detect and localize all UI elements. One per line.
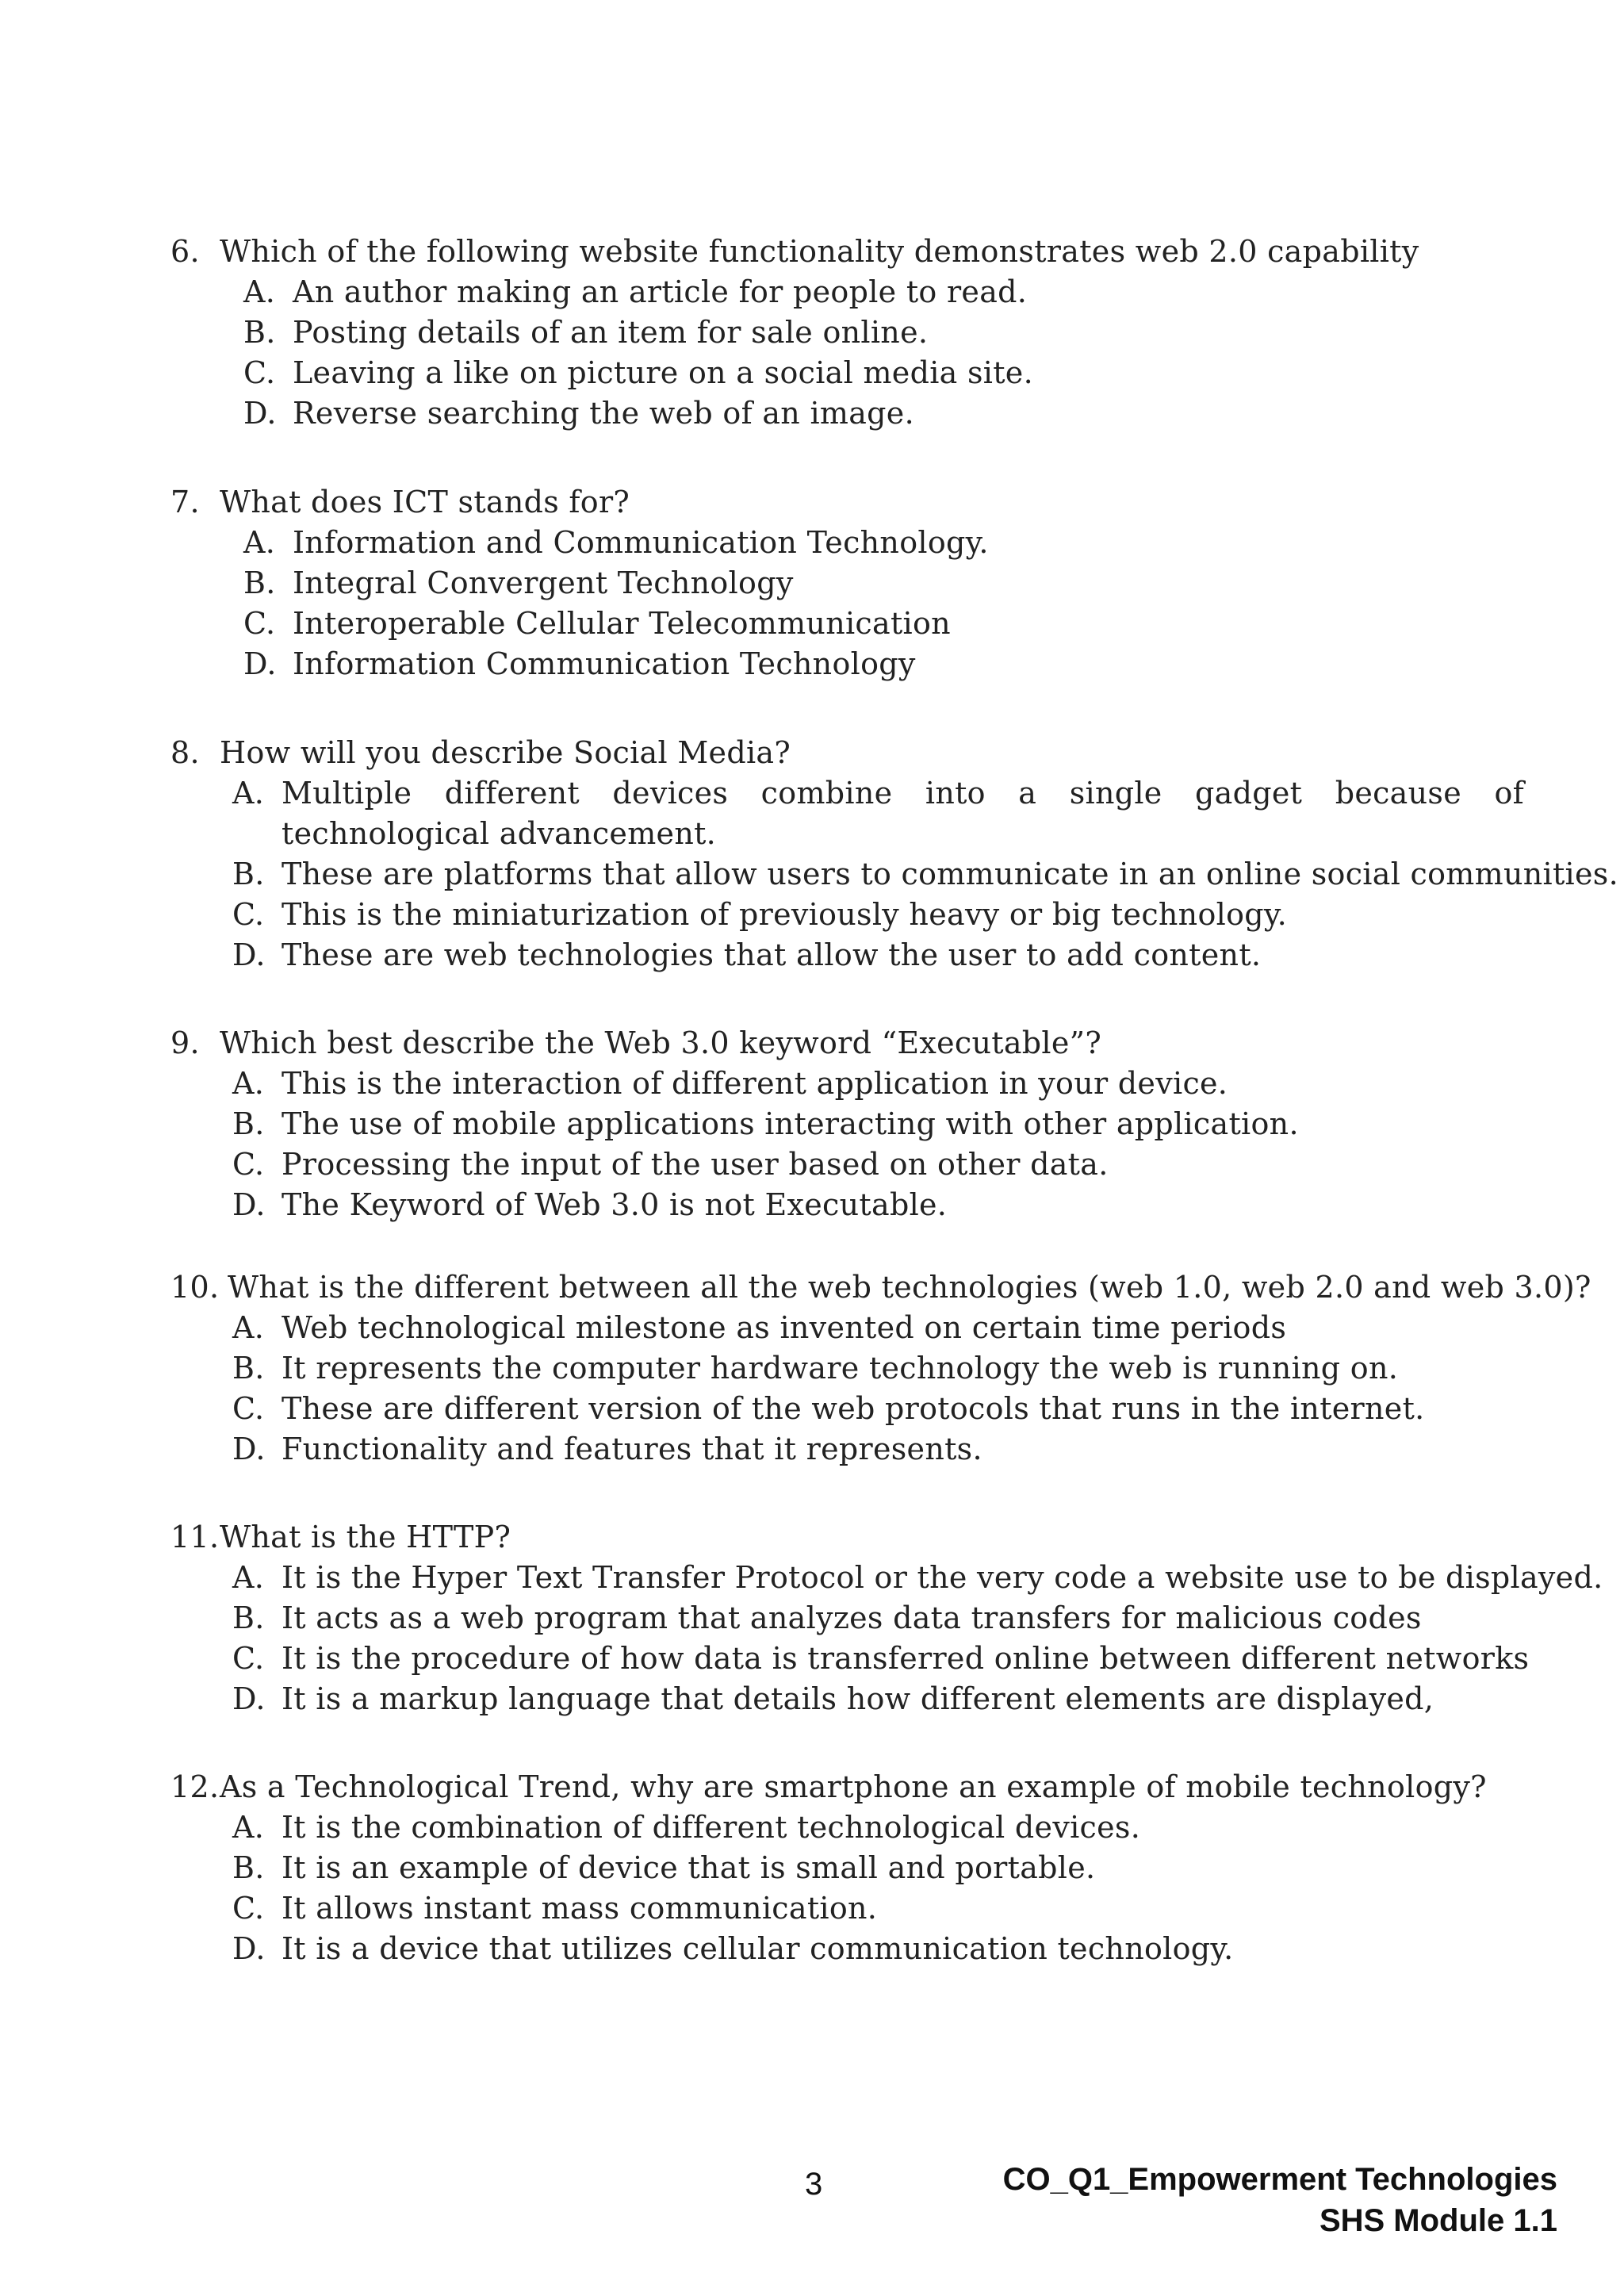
option-text: Integral Convergent Technology bbox=[293, 565, 794, 600]
option-d bbox=[243, 393, 1419, 434]
option-letter: B. bbox=[232, 1351, 265, 1386]
option-a bbox=[232, 773, 1618, 854]
option-letter: B. bbox=[243, 565, 276, 600]
question-text: What is the different between all the web technologies (web 1.0, web 2.0 and web 3.0)? bbox=[228, 1270, 1591, 1305]
option-text: The use of mobile applications interacting with other application. bbox=[282, 1106, 1299, 1141]
option-a bbox=[232, 1558, 1603, 1598]
question-number: 7. bbox=[170, 485, 200, 519]
option-c bbox=[232, 895, 1618, 935]
option-letter: A. bbox=[232, 1066, 265, 1101]
question-text: What is the HTTP? bbox=[220, 1520, 511, 1554]
option-letter: A. bbox=[232, 1810, 265, 1845]
option-letter: B. bbox=[232, 857, 265, 891]
option-text: Posting details of an item for sale online. bbox=[293, 315, 929, 350]
option-letter: C. bbox=[232, 1391, 265, 1426]
option-letter: B. bbox=[232, 1850, 265, 1885]
option-d bbox=[232, 935, 1618, 976]
question-text: How will you describe Social Media? bbox=[220, 735, 791, 770]
option-text: It is the combination of different technological devices. bbox=[282, 1810, 1141, 1845]
option-c bbox=[232, 1389, 1591, 1429]
module-title-line-2: SHS Module 1.1 bbox=[1319, 2203, 1557, 2238]
option-text: It represents the computer hardware technology the web is running on. bbox=[282, 1351, 1399, 1386]
question-10 bbox=[170, 1267, 1591, 1470]
option-letter: D. bbox=[232, 1432, 266, 1466]
option-c bbox=[243, 353, 1419, 393]
option-c bbox=[232, 1639, 1603, 1679]
option-letter: A. bbox=[243, 525, 276, 560]
option-text: Reverse searching the web of an image. bbox=[293, 396, 914, 431]
option-b bbox=[232, 1848, 1487, 1888]
option-letter: A. bbox=[243, 274, 276, 309]
option-b bbox=[232, 1348, 1591, 1389]
option-text: This is the interaction of different application in your device. bbox=[282, 1066, 1228, 1101]
question-number: 8. bbox=[170, 735, 200, 770]
option-letter: D. bbox=[232, 1187, 266, 1222]
option-b bbox=[232, 1104, 1299, 1144]
option-text: It is the Hyper Text Transfer Protocol or the very code a website use to be displayed. bbox=[282, 1560, 1603, 1595]
option-letter: C. bbox=[232, 1147, 265, 1182]
option-c bbox=[232, 1888, 1487, 1929]
option-a bbox=[243, 523, 989, 563]
option-text: It acts as a web program that analyzes data transfers for malicious codes bbox=[282, 1600, 1422, 1635]
option-text: Information Communication Technology bbox=[293, 646, 916, 681]
option-a bbox=[232, 1807, 1487, 1848]
question-12 bbox=[170, 1767, 1487, 1969]
option-b bbox=[243, 563, 989, 604]
option-letter: A. bbox=[232, 1560, 265, 1595]
option-letter: B. bbox=[243, 315, 276, 350]
question-number: 10. bbox=[170, 1270, 220, 1305]
option-text: Interoperable Cellular Telecommunication bbox=[293, 606, 951, 641]
option-letter: D. bbox=[232, 1681, 266, 1716]
option-text: This is the miniaturization of previously heavy or big technology. bbox=[282, 897, 1287, 932]
question-number: 9. bbox=[170, 1025, 200, 1060]
option-text: It is a markup language that details how different elements are displayed, bbox=[282, 1681, 1434, 1716]
option-text: Information and Communication Technology. bbox=[293, 525, 989, 560]
option-letter: B. bbox=[232, 1106, 265, 1141]
question-8 bbox=[170, 733, 1618, 976]
option-text: The Keyword of Web 3.0 is not Executable. bbox=[282, 1187, 948, 1222]
option-a bbox=[232, 1064, 1299, 1104]
option-text: Multiple different devices combine into a single gadget because of technological advancement. bbox=[282, 776, 1524, 851]
option-d bbox=[232, 1429, 1591, 1470]
option-c bbox=[232, 1144, 1299, 1185]
option-letter: A. bbox=[232, 1310, 265, 1345]
question-9 bbox=[170, 1023, 1299, 1225]
option-letter: D. bbox=[232, 937, 266, 972]
question-7 bbox=[170, 482, 989, 684]
option-text: Functionality and features that it represents. bbox=[282, 1432, 982, 1466]
option-d bbox=[232, 1185, 1299, 1225]
option-text: These are platforms that allow users to communicate in an online social communities. bbox=[282, 857, 1618, 891]
option-a bbox=[243, 272, 1419, 312]
option-letter: D. bbox=[232, 1931, 266, 1966]
question-number: 11. bbox=[170, 1520, 220, 1554]
option-text: These are web technologies that allow the user to add content. bbox=[282, 937, 1262, 972]
option-b bbox=[232, 854, 1618, 895]
option-letter: C. bbox=[243, 606, 276, 641]
option-text: It is the procedure of how data is transferred online between different networks bbox=[282, 1641, 1530, 1676]
module-title-line-1: CO_Q1_Empowerment Technologies bbox=[1002, 2162, 1557, 2197]
option-letter: D. bbox=[243, 396, 277, 431]
option-letter: C. bbox=[232, 1641, 265, 1676]
option-b bbox=[232, 1598, 1603, 1639]
question-text: What does ICT stands for? bbox=[220, 485, 630, 519]
question-number: 12. bbox=[170, 1769, 220, 1804]
option-a bbox=[232, 1308, 1591, 1348]
option-text: It is an example of device that is small and portable. bbox=[282, 1850, 1096, 1885]
option-c bbox=[243, 604, 989, 644]
option-d bbox=[243, 644, 989, 684]
option-text: It allows instant mass communication. bbox=[282, 1891, 878, 1926]
option-text: An author making an article for people to read. bbox=[293, 274, 1028, 309]
question-text: Which best describe the Web 3.0 keyword “Executable”? bbox=[220, 1025, 1102, 1060]
option-text: These are different version of the web protocols that runs in the internet. bbox=[282, 1391, 1425, 1426]
module-title bbox=[1003, 2159, 1557, 2241]
option-text: Leaving a like on picture on a social media site. bbox=[293, 355, 1033, 390]
option-letter: A. bbox=[232, 776, 265, 811]
option-letter: C. bbox=[232, 1891, 265, 1926]
option-text: It is a device that utilizes cellular communication technology. bbox=[282, 1931, 1234, 1966]
question-11 bbox=[170, 1517, 1603, 1719]
question-6 bbox=[170, 232, 1419, 434]
option-letter: C. bbox=[243, 355, 276, 390]
option-d bbox=[232, 1679, 1603, 1719]
option-letter: B. bbox=[232, 1600, 265, 1635]
page-number: 3 bbox=[805, 2167, 823, 2202]
option-letter: D. bbox=[243, 646, 277, 681]
option-d bbox=[232, 1929, 1487, 1969]
question-text: As a Technological Trend, why are smartphone an example of mobile technology? bbox=[220, 1769, 1487, 1804]
question-number: 6. bbox=[170, 234, 200, 269]
option-letter: C. bbox=[232, 897, 265, 932]
option-b bbox=[243, 312, 1419, 353]
option-text: Web technological milestone as invented on certain time periods bbox=[282, 1310, 1287, 1345]
question-text: Which of the following website functionality demonstrates web 2.0 capability bbox=[220, 234, 1419, 269]
option-text: Processing the input of the user based on other data. bbox=[282, 1147, 1109, 1182]
